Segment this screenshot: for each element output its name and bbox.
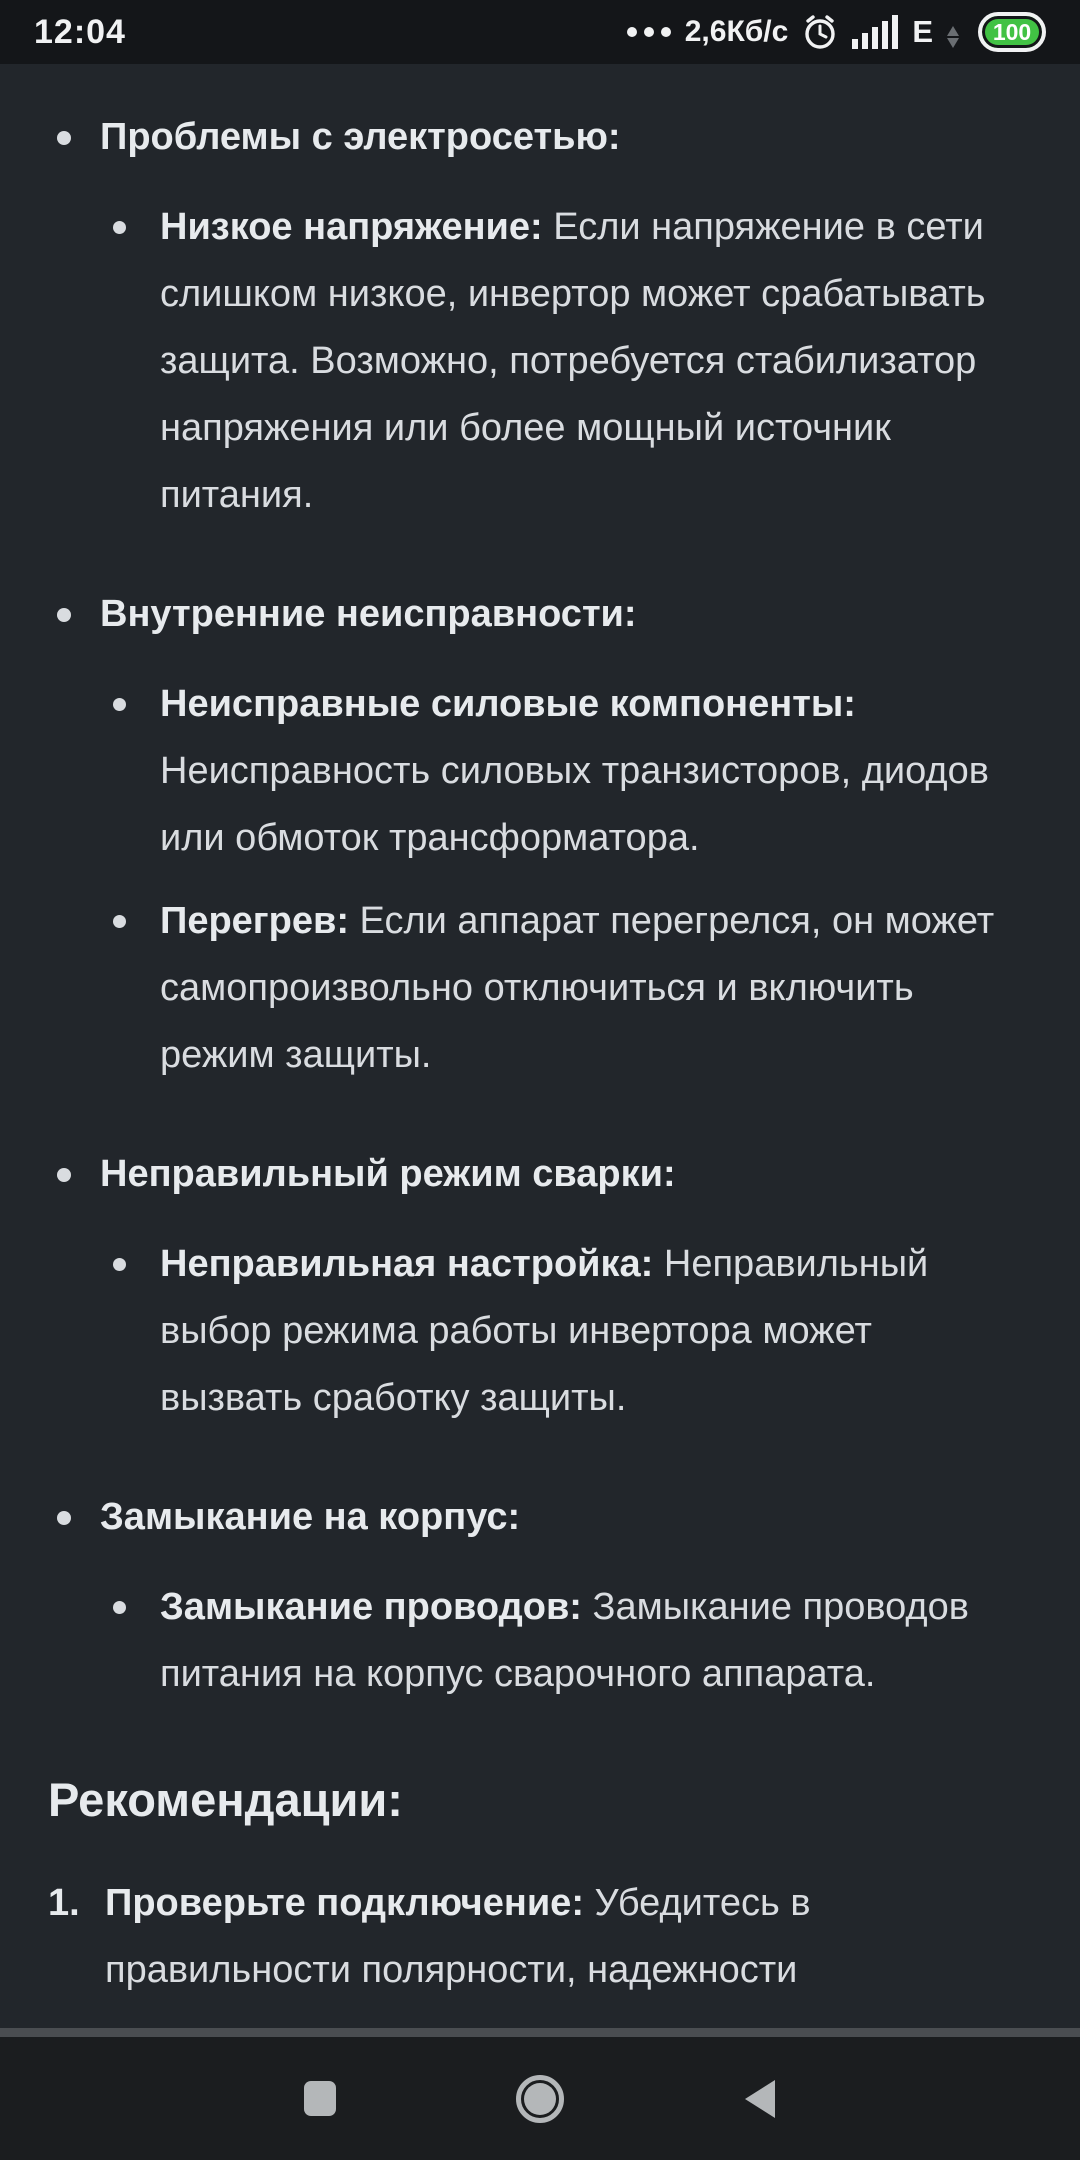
- detail-item: [48, 671, 1000, 872]
- detail-lead: Неправильная настройка:: [160, 1243, 654, 1285]
- item-number: 1.: [48, 1882, 80, 1924]
- topic-sublist: [48, 1231, 1040, 1432]
- network-type-label: E: [912, 14, 933, 49]
- chat-message-content[interactable]: [0, 64, 1080, 2036]
- topic-item: [48, 1484, 1040, 1708]
- topics-list: [48, 104, 1040, 1708]
- recommendation-lead: Проверьте подключение:: [105, 1882, 584, 1924]
- topic-item: [48, 104, 1040, 529]
- recommendation-body: Убедитесь в правильности полярности, надежности: [105, 1882, 811, 1991]
- alarm-clock-icon: [800, 12, 840, 52]
- status-time: 12:04: [34, 12, 126, 51]
- network-speed-label: 2,6Кб/с: [684, 15, 789, 48]
- topic-title: Внутренние неисправности:: [48, 581, 1040, 648]
- battery-indicator: [978, 12, 1046, 52]
- detail-item: [48, 888, 1000, 1089]
- detail-text: Замыкание проводов питания на корпус сварочного аппарата.: [160, 1586, 969, 1695]
- status-bar: [0, 0, 1080, 64]
- topic-sublist: [48, 194, 1040, 529]
- topic-item: [48, 581, 1040, 1089]
- topic-item: [48, 1141, 1040, 1432]
- detail-item: [48, 194, 1000, 529]
- detail-text: Если аппарат перегрелся, он может самопроизвольно отключиться и включить режим защиты.: [160, 900, 995, 1076]
- topic-title: Проблемы с электросетью:: [48, 104, 1040, 171]
- back-button[interactable]: [728, 2067, 792, 2131]
- detail-text: Если напряжение в сети слишком низкое, инвертор может срабатывать защита. Возможно, потребуется стабилизатор напряжения или более мощный источник питания.: [160, 206, 986, 516]
- topic-title: Замыкание на корпус:: [48, 1484, 1040, 1551]
- notification-dots-icon: [627, 27, 671, 37]
- detail-text: Неправильный выбор режима работы инвертора может вызвать сработку защиты.: [160, 1243, 929, 1419]
- detail-lead: Перегрев:: [160, 900, 349, 942]
- recents-button[interactable]: [288, 2067, 352, 2131]
- input-bar-edge: [0, 2028, 1080, 2037]
- data-traffic-arrows-icon: [946, 26, 960, 48]
- detail-item: [48, 1231, 1000, 1432]
- status-icons: [627, 12, 1046, 52]
- detail-lead: Замыкание проводов:: [160, 1586, 582, 1628]
- detail-lead: Низкое напряжение:: [160, 206, 543, 248]
- back-triangle-icon: [745, 2080, 775, 2118]
- recents-square-icon: [304, 2081, 336, 2116]
- detail-lead: Неисправные силовые компоненты:: [160, 683, 856, 725]
- recommendation-item: [48, 1870, 1040, 2004]
- detail-text: Неисправность силовых транзисторов, диодов или обмоток трансформатора.: [160, 750, 989, 859]
- home-button[interactable]: [508, 2067, 572, 2131]
- recommendation-text: [105, 1870, 980, 2004]
- android-nav-bar: [0, 2037, 1080, 2160]
- topic-sublist: [48, 671, 1040, 1089]
- signal-strength-icon: [852, 13, 898, 51]
- battery-level-label: 100: [992, 18, 1032, 45]
- section-heading: Рекомендации:: [48, 1773, 403, 1826]
- detail-item: [48, 1574, 1000, 1708]
- recommendations-list: [48, 1870, 1040, 2004]
- topic-title: Неправильный режим сварки:: [48, 1141, 1040, 1208]
- topic-sublist: [48, 1574, 1040, 1708]
- home-circle-icon: [516, 2075, 564, 2123]
